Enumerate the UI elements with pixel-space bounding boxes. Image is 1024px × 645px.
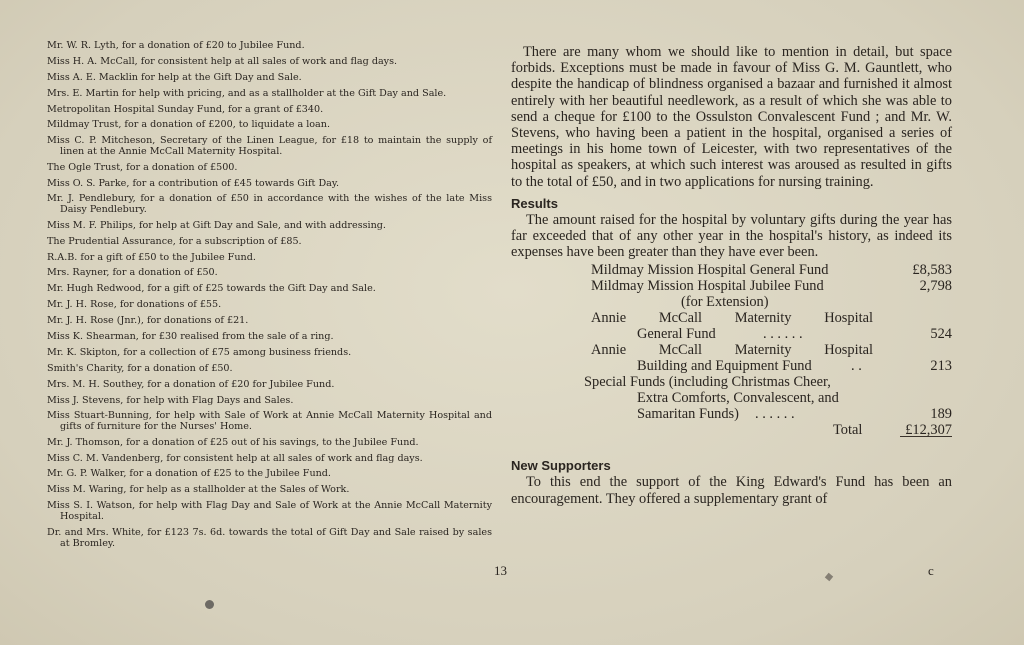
table-row xyxy=(511,310,952,326)
leader-dots: . . . . . . xyxy=(763,326,803,343)
list-item: Smith's Charity, for a donation of £50. xyxy=(47,362,233,374)
list-item: Mr. J. H. Rose, for donations of £55. xyxy=(47,299,222,311)
list-item: Miss O. S. Parke, for a contribution of £45 towards Gift Day. xyxy=(47,177,340,189)
fund-label: General Fund xyxy=(637,326,716,343)
signature-mark: c xyxy=(928,563,934,578)
fund-amount: 213 xyxy=(930,358,952,375)
fund-label: Extra Comforts, Convalescent, and xyxy=(637,390,839,407)
table-row xyxy=(511,406,952,422)
list-item: Miss M. Waring, for help as a stallholder at the Sales of Work. xyxy=(47,484,350,496)
fund-word: Hospital xyxy=(824,310,873,327)
table-row xyxy=(511,438,952,444)
results-heading: Results xyxy=(511,195,558,211)
fund-label: Samaritan Funds) xyxy=(637,406,739,423)
list-item: The Ogle Trust, for a donation of £500. xyxy=(47,161,238,173)
ink-mark xyxy=(825,573,833,581)
list-item: Mrs. Rayner, for a donation of £50. xyxy=(47,267,218,279)
list-item: Mr. J. H. Rose (Jnr.), for donations of £21. xyxy=(47,315,249,327)
list-item: Dr. and Mrs. White, for £123 7s. 6d. towards the total of Gift Day and Sale raised by sales at Bromley. xyxy=(47,526,492,549)
fund-amount: 2,798 xyxy=(919,278,952,295)
list-item: R.A.B. for a gift of £50 to the Jubilee Fund. xyxy=(47,251,256,263)
list-item: Miss M. F. Philips, for help at Gift Day and Sale, and with addressing. xyxy=(47,219,386,231)
list-item: Mr. J. Thomson, for a donation of £25 out of his savings, to the Jubilee Fund. xyxy=(47,436,419,448)
fund-label: Mildmay Mission Hospital General Fund xyxy=(591,262,829,279)
list-item: Miss Stuart-Bunning, for help with Sale of Work at Annie McCall Maternity Hospital and gifts of furniture for the Nurses' Home. xyxy=(47,410,492,433)
fund-word: Maternity xyxy=(734,342,792,359)
list-item: Miss S. I. Watson, for help with Flag Day and Sale of Work at the Annie McCall Maternity Hospital. xyxy=(47,500,492,523)
list-item: Mrs. E. Martin for help with pricing, and as a stallholder at the Gift Day and Sale. xyxy=(47,87,447,99)
fund-amount: £8,583 xyxy=(912,262,952,279)
leader-dots: . . xyxy=(851,358,862,375)
fund-amount: 524 xyxy=(930,326,952,343)
fund-word: McCall xyxy=(658,310,703,327)
table-row xyxy=(511,342,952,358)
list-item: Mr. K. Skipton, for a collection of £75 among business friends. xyxy=(47,346,352,358)
report-column xyxy=(511,44,952,507)
list-item: Miss C. P. Mitcheson, Secretary of the Linen League, for £18 to maintain the supply of linen at the Annie McCall Maternity Hospital. xyxy=(47,135,492,158)
table-row xyxy=(511,358,952,374)
fund-sublabel: (for Extension) xyxy=(681,294,769,311)
list-item: Mr. J. Pendlebury, for a donation of £50 in accordance with the wishes of the late Miss Daisy Pendlebury. xyxy=(47,193,492,216)
table-row xyxy=(511,294,952,310)
fund-word: Hospital xyxy=(824,342,873,359)
fund-label: Mildmay Mission Hospital Jubilee Fund xyxy=(591,278,824,295)
intro-paragraph: There are many whom we should like to mention in detail, but space forbids. Exceptions must be made in favour of Miss G. M. Gauntlett, who despite the handicap of blindness organised a bazaar and furnished it almost entirely with her beautiful needlework, as a result of which she was able to send a cheque for £100 to the Ossulston Convalescent Fund ; and Mr. W. Stevens, who having been a patient in the hospital, organised a series of meetings in his home town of Leicester, with two representatives of the hospital as speakers, at which such interest was aroused as resulted in gifts to the total of £50, and in two applications for nursing training. xyxy=(511,44,952,190)
table-row xyxy=(511,326,952,342)
fund-amount: 189 xyxy=(930,406,952,423)
table-row xyxy=(511,390,952,406)
new-supporters-paragraph: To this end the support of the King Edward's Fund has been an encouragement. They offered a supplementary grant of xyxy=(511,474,952,507)
list-item: The Prudential Assurance, for a subscription of £85. xyxy=(47,235,302,247)
total-rule xyxy=(900,436,952,437)
list-item: Metropolitan Hospital Sunday Fund, for a grant of £340. xyxy=(47,103,324,115)
list-item: Miss C. M. Vandenberg, for consistent help at all sales of work and flag days. xyxy=(47,452,423,464)
table-row xyxy=(511,278,952,294)
results-paragraph: The amount raised for the hospital by voluntary gifts during the year has far exceeded that of any other year in the hospital's history, as indeed its expenses have been greater than they have ever been. xyxy=(511,211,952,261)
table-row xyxy=(511,374,952,390)
list-item: Miss A. E. Macklin for help at the Gift Day and Sale. xyxy=(47,71,302,83)
ink-blot xyxy=(205,600,214,609)
new-supporters-heading: New Supporters xyxy=(511,458,611,474)
fund-label xyxy=(591,310,873,326)
fund-label: Building and Equipment Fund xyxy=(637,358,812,375)
total-amount: £12,307 xyxy=(905,422,952,439)
list-item: Mr. G. P. Walker, for a donation of £25 to the Jubilee Fund. xyxy=(47,468,331,480)
fund-label xyxy=(591,342,873,358)
list-item: Mildmay Trust, for a donation of £200, to liquidate a loan. xyxy=(47,119,331,131)
funds-table xyxy=(511,262,952,444)
fund-word: Annie xyxy=(591,310,627,327)
list-item: Miss J. Stevens, for help with Flag Days and Sales. xyxy=(47,394,294,406)
acknowledgements-list xyxy=(47,40,492,553)
list-item: Miss K. Shearman, for £30 realised from the sale of a ring. xyxy=(47,330,334,342)
list-item: Mr. Hugh Redwood, for a gift of £25 towards the Gift Day and Sale. xyxy=(47,283,376,295)
list-item: Mrs. M. H. Southey, for a donation of £20 for Jubilee Fund. xyxy=(47,378,335,390)
fund-label: Special Funds (including Christmas Cheer, xyxy=(584,374,831,391)
page-number: 13 xyxy=(494,563,507,578)
fund-word: Maternity xyxy=(734,310,792,327)
total-label: Total xyxy=(833,422,863,439)
leader-dots: . . . . . . xyxy=(755,406,795,423)
list-item: Mr. W. R. Lyth, for a donation of £20 to Jubilee Fund. xyxy=(47,40,305,51)
list-item: Miss H. A. McCall, for consistent help at all sales of work and flag days. xyxy=(47,55,398,67)
fund-word: McCall xyxy=(658,342,703,359)
table-row xyxy=(511,262,952,278)
table-row xyxy=(511,422,952,438)
fund-word: Annie xyxy=(591,342,627,359)
